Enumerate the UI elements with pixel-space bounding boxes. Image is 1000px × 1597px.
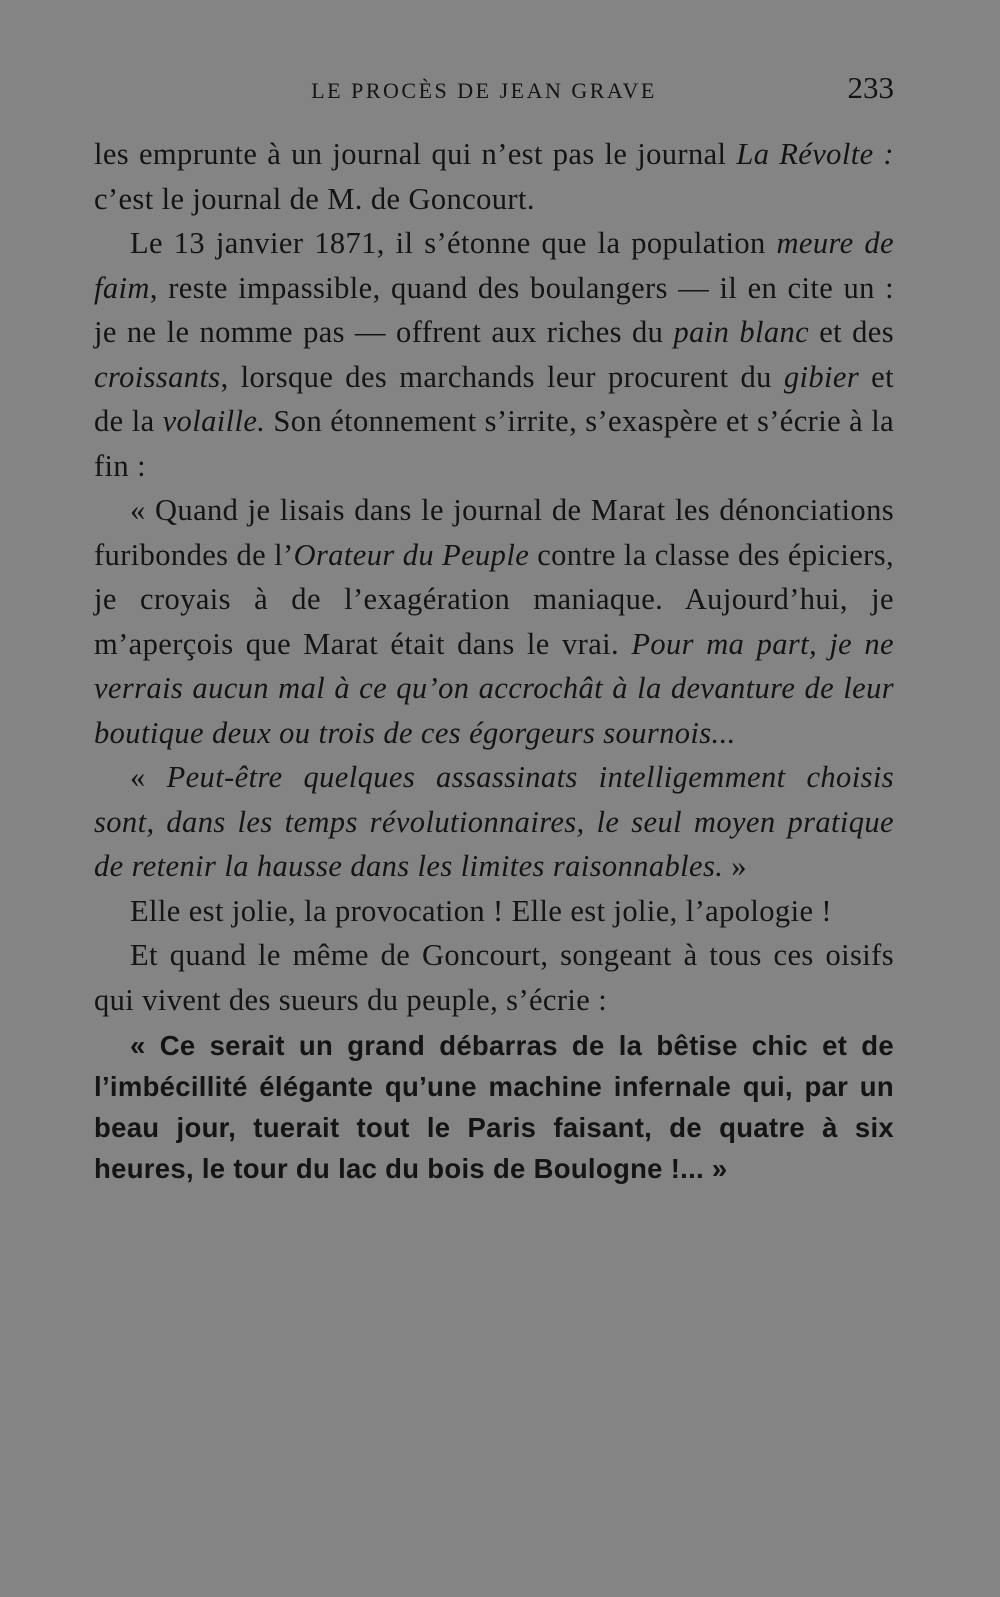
text-segment: « Quand je lisais dans le journal de Marat les dénonciations furibondes de l’ [94,493,894,572]
text-segment: , lorsque des marchands leur procurent du [220,359,784,394]
body-text [94,132,894,1189]
text-segment: » [723,849,747,883]
text-segment: Le 13 janvier 1871, il s’étonne que la population [130,226,777,260]
text-segment-italic: volaille. [162,404,266,438]
text-segment-italic: La Révolte : [736,137,894,171]
paragraph-5 [94,889,894,934]
text-segment: « [130,760,167,794]
text-segment: Son étonnement s’irrite, s’exaspère et s’écrie à la fin : [94,404,895,483]
paragraph-2 [94,221,894,488]
text-segment: Elle est jolie, la provocation ! Elle est jolie, l’apologie ! [130,893,832,928]
page-number: 233 [847,70,894,105]
text-segment: et des [809,315,894,349]
paragraph-4 [94,755,894,889]
paragraph-6 [94,933,894,1022]
text-segment: Et quand le même de Goncourt, songeant à tous ces oisifs qui vivent des sueurs du peuple, s’écrie : [94,938,894,1017]
text-segment: c’est le journal de M. de Goncourt. [94,181,535,216]
text-segment-italic: pain blanc [673,315,810,349]
text-segment-italic: meure de faim [94,226,894,305]
text-segment-italic: Orateur du Peuple [293,537,530,572]
text-segment-italic: Peut-être quelques assassinats intelligemment choisis sont, dans les temps révolutionnaires, le seul moyen pratique de retenir la hausse dans les limites raisonnables. [94,760,894,883]
book-page [94,70,894,1189]
paragraph-7-bold-quote [94,1025,894,1189]
text-segment-italic: croissants [94,359,221,394]
text-segment: , reste impassible, quand des boulangers — il en cite un : je ne le nomme pas — offrent aux riches du [94,270,894,349]
text-segment: contre la classe des épiciers, je croyais à de l’exagération maniaque. Aujourd’hui, je m’aperçois que Marat était dans le vrai. [94,537,894,661]
text-segment-bold: « Ce serait un grand débarras de la bêtise chic et de l’imbécillité élégante qu’une machine infernale qui, par un beau jour, tuerait tout le Paris faisant, de quatre à six heures, le tour du lac du bois de Boulogne !... » [94,1030,894,1184]
text-segment-italic: gibier [783,359,860,394]
paragraph-1 [94,132,894,221]
text-segment-italic: Pour ma part, je ne verrais aucun mal à ce qu’on accrochât à la devanture de leur boutique deux ou trois de ces égorgeurs sournois... [94,626,894,750]
text-segment: et de la [94,359,894,438]
running-head [94,70,894,110]
text-segment: les emprunte à un journal qui n’est pas le journal [94,137,737,171]
paragraph-3 [94,488,894,755]
running-title: LE PROCÈS DE JEAN GRAVE [311,78,657,103]
